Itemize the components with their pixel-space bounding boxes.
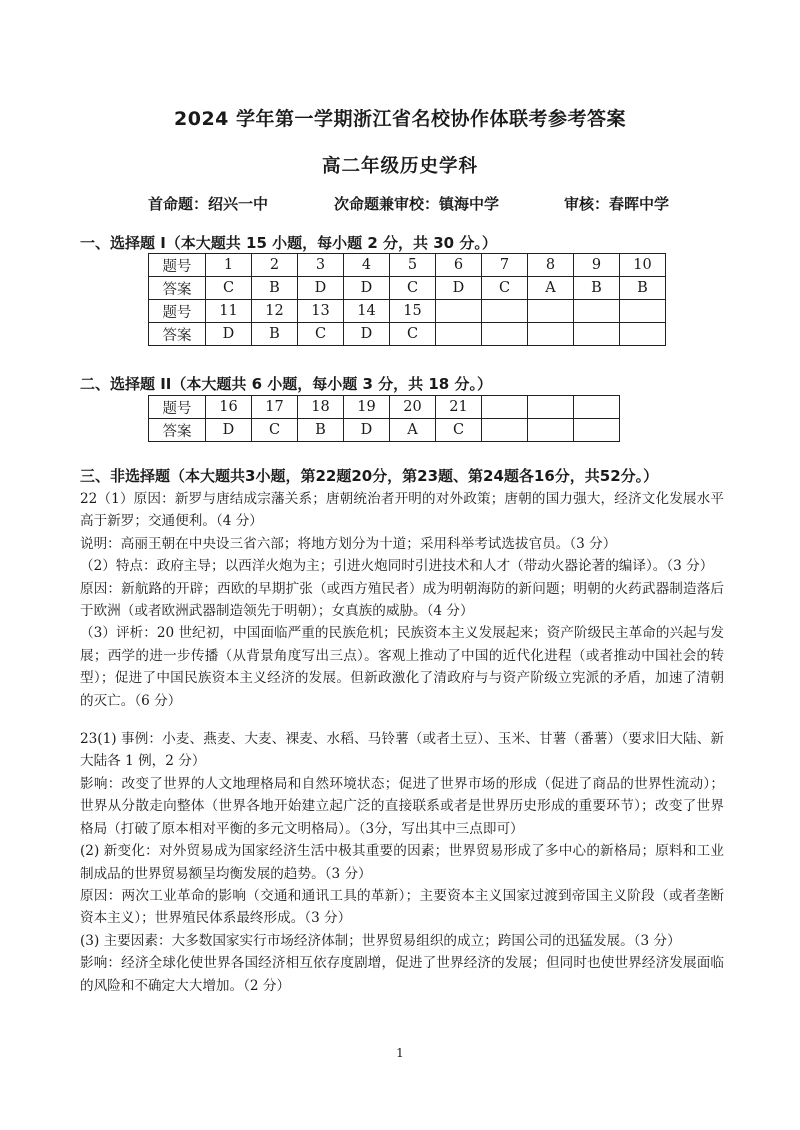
table-cell: C [206,277,252,300]
section3-heading: 三、非选择题（本大题共3小题，第22题20分，第23题、第24题各16分，共52分。） [80,467,659,485]
table-cell: 18 [298,396,344,419]
row-label: 题号 [149,300,206,323]
table-cell [528,396,574,419]
table-cell: 11 [206,300,252,323]
answer-paragraph: （2）特点：政府主导；以西洋火炮为主；引进火炮同时引进技术和人才（带动火器论著的编译）。（3 分） [80,558,714,575]
table-cell: 9 [574,254,620,277]
table-cell: 6 [436,254,482,277]
authors-line [148,193,708,215]
answer-paragraph: (2) 新变化：对外贸易成为国家经济生活中极其重要的因素；世界贸易形成了多中心的新格局；原料和工业制成品的世界贸易额呈均衡发展的趋势。（3 分） [80,843,724,882]
table-cell: 1 [206,254,252,277]
table-cell: 10 [620,254,666,277]
table-row [149,300,666,323]
reviewer: 审核：春晖中学 [564,195,670,213]
table-cell: C [390,277,436,300]
table-cell: 19 [344,396,390,419]
table-cell: 13 [298,300,344,323]
table-cell: A [390,419,436,442]
answer-paragraph: 影响：经济全球化使世界各国经济相互依存度剧增，促进了世界经济的发展；但同时也使世界经济发展面临的风险和不确定大大增加。（2 分） [80,955,724,994]
row-label: 答案 [149,323,206,346]
table-cell: 15 [390,300,436,323]
table-cell: 8 [528,254,574,277]
table-cell: C [482,277,528,300]
answer-paragraph: 22（1）原因：新罗与唐结成宗藩关系；唐朝统治者开明的对外政策；唐朝的国力强大，经济文化发展水平高于新罗；交通便利。（4 分） [80,491,724,530]
section2-heading: 二、选择题 II（本大题共 6 小题，每小题 3 分，共 18 分。） [80,375,492,393]
table-cell [528,300,574,323]
table-cell: C [390,323,436,346]
table-row [149,419,620,442]
table-cell [482,396,528,419]
answer-paragraph: （3）评析：20 世纪初，中国面临严重的民族危机；民族资本主义发展起来；资产阶级民主革命的兴起与发展；西学的进一步传播（从背景角度写出三点）。客观上推动了中国的近代化进程（或者推动中国社会的转型）；促进了中国民族资本主义经济的发展。但新政激化了清政府与与资产阶级立宪派的矛盾，加速了清朝的灭亡。（6 分） [80,625,724,709]
section1-heading: 一、选择题 I（本大题共 15 小题，每小题 2 分，共 30 分。） [80,234,497,252]
section3-answers [80,488,724,997]
answer-paragraph: 原因：新航路的开辟；西欧的早期扩张（或西方殖民者）成为明朝海防的新问题；明朝的火药武器制造落后于欧洲（或者欧洲武器制造领先于明朝）；女真族的威胁。（4 分） [80,580,724,620]
table-cell: 7 [482,254,528,277]
table-cell [482,323,528,346]
table-row [149,254,666,277]
table-cell [528,323,574,346]
table-cell [528,419,574,442]
row-label: 题号 [149,254,206,277]
table-row [149,277,666,300]
table-cell: B [620,277,666,300]
table-cell: 3 [298,254,344,277]
table-row [149,323,666,346]
table-cell: D [344,277,390,300]
table-cell: 20 [390,396,436,419]
table-cell: B [252,277,298,300]
answer-paragraph: 影响：改变了世界的人文地理格局和自然环境状态；促进了世界市场的形成（促进了商品的世界性流动）；世界从分散走向整体（世界各地开始建立起广泛的直接联系或者是世界历史形成的重要环节）；改变了世界格局（打破了原本相对平衡的多元文明格局）。（3分，写出其中三点即可） [80,775,724,837]
table-cell: 21 [436,396,482,419]
row-label: 答案 [149,419,206,442]
table-cell [620,323,666,346]
table-cell: 14 [344,300,390,323]
table-row [149,396,620,419]
row-label: 题号 [149,396,206,419]
table-cell: C [252,419,298,442]
row-label: 答案 [149,277,206,300]
document-title: 2024 学年第一学期浙江省名校协作体联考参考答案 [174,108,626,130]
table-cell: 2 [252,254,298,277]
first-proposer: 首命题：绍兴一中 [148,195,269,213]
table-cell: C [436,419,482,442]
table-cell: 16 [206,396,252,419]
table-cell [482,419,528,442]
section1-answer-table [148,253,666,346]
document-subtitle: 高二年级历史学科 [321,156,478,177]
table-cell [574,323,620,346]
table-cell: D [206,323,252,346]
second-proposer: 次命题兼审校：镇海中学 [334,195,500,213]
table-cell [574,419,620,442]
table-cell: D [436,277,482,300]
table-cell [574,396,620,419]
table-cell: 5 [390,254,436,277]
table-cell [620,300,666,323]
page-number: 1 [396,1046,404,1060]
table-cell: C [298,323,344,346]
answer-paragraph: 原因：两次工业革命的影响（交通和通讯工具的革新）；主要资本主义国家过渡到帝国主义阶段（或者垄断资本主义）；世界殖民体系最终形成。（3 分） [80,887,724,927]
table-cell: 4 [344,254,390,277]
answer-paragraph: 说明：高丽王朝在中央设三省六部；将地方划分为十道；采用科举考试选拔官员。（3 分） [80,535,617,552]
table-cell [436,300,482,323]
answer-paragraph: 23(1) 事例：小麦、燕麦、大麦、裸麦、水稻、马铃薯（或者土豆）、玉米、甘薯（番薯）（要求旧大陆、新大陆各 1 例，2 分） [80,731,724,770]
table-cell: D [344,323,390,346]
answer-paragraph: (3) 主要因素：大多数国家实行市场经济体制；世界贸易组织的成立；跨国公司的迅猛发展。（3 分） [80,932,681,949]
table-cell: D [298,277,344,300]
table-cell [436,323,482,346]
table-cell: D [344,419,390,442]
table-cell: 17 [252,396,298,419]
section2-answer-table [148,395,620,442]
table-cell [574,300,620,323]
table-cell: A [528,277,574,300]
table-cell: B [252,323,298,346]
table-cell: 12 [252,300,298,323]
table-cell: D [206,419,252,442]
table-cell: B [574,277,620,300]
table-cell: B [298,419,344,442]
table-cell [482,300,528,323]
